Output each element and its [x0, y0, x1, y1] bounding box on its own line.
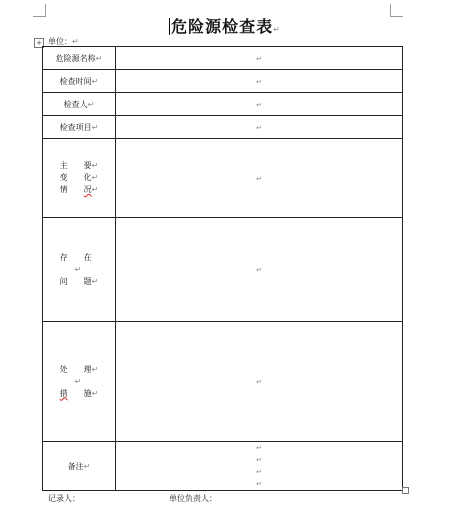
- table-row: [43, 442, 403, 491]
- label-inspection-items[interactable]: 检查项目↵: [43, 116, 116, 139]
- table-row: [43, 139, 403, 218]
- unit-head-label: 单位负责人：: [169, 494, 217, 503]
- label-inspection-time[interactable]: 检查时间↵: [43, 70, 116, 93]
- paragraph-mark: ↵: [273, 25, 281, 34]
- cell-inspection-time[interactable]: ↵: [116, 70, 403, 93]
- label-handling-measures[interactable]: 处 理↵ ↵ 措 施↵: [43, 322, 116, 442]
- label-hazard-name[interactable]: 危险源名称↵: [43, 47, 116, 70]
- unit-label: 单位：↵: [48, 37, 79, 46]
- table-row: [43, 218, 403, 322]
- table-row: [43, 116, 403, 139]
- table-move-handle-icon[interactable]: +: [34, 38, 44, 48]
- cell-main-changes[interactable]: ↵: [116, 139, 403, 218]
- cell-handling-measures[interactable]: ↵: [116, 322, 403, 442]
- label-inspector[interactable]: 检查人↵: [43, 93, 116, 116]
- cell-hazard-name[interactable]: ↵: [116, 47, 403, 70]
- text-cursor: [169, 18, 170, 35]
- label-remarks[interactable]: 备注↵: [43, 442, 116, 491]
- inspection-table: [42, 46, 403, 491]
- table-row: [43, 70, 403, 93]
- label-main-changes[interactable]: 主 要↵ 变 化↵ 情 况↵: [43, 139, 116, 218]
- table-row: [43, 47, 403, 70]
- cell-remarks[interactable]: ↵ ↵ ↵ ↵: [116, 442, 403, 491]
- cell-inspection-items[interactable]: ↵: [116, 116, 403, 139]
- cell-existing-problems[interactable]: ↵: [116, 218, 403, 322]
- cell-inspector[interactable]: ↵: [116, 93, 403, 116]
- table-resize-handle-icon[interactable]: [402, 487, 409, 494]
- document-title[interactable]: [0, 14, 450, 37]
- table-row: [43, 322, 403, 442]
- label-existing-problems[interactable]: 存 在 ↵ 问 题↵: [43, 218, 116, 322]
- table-row: [43, 93, 403, 116]
- title-text: 危险源检查表: [171, 17, 274, 36]
- recorder-label: 记录人：: [48, 494, 80, 503]
